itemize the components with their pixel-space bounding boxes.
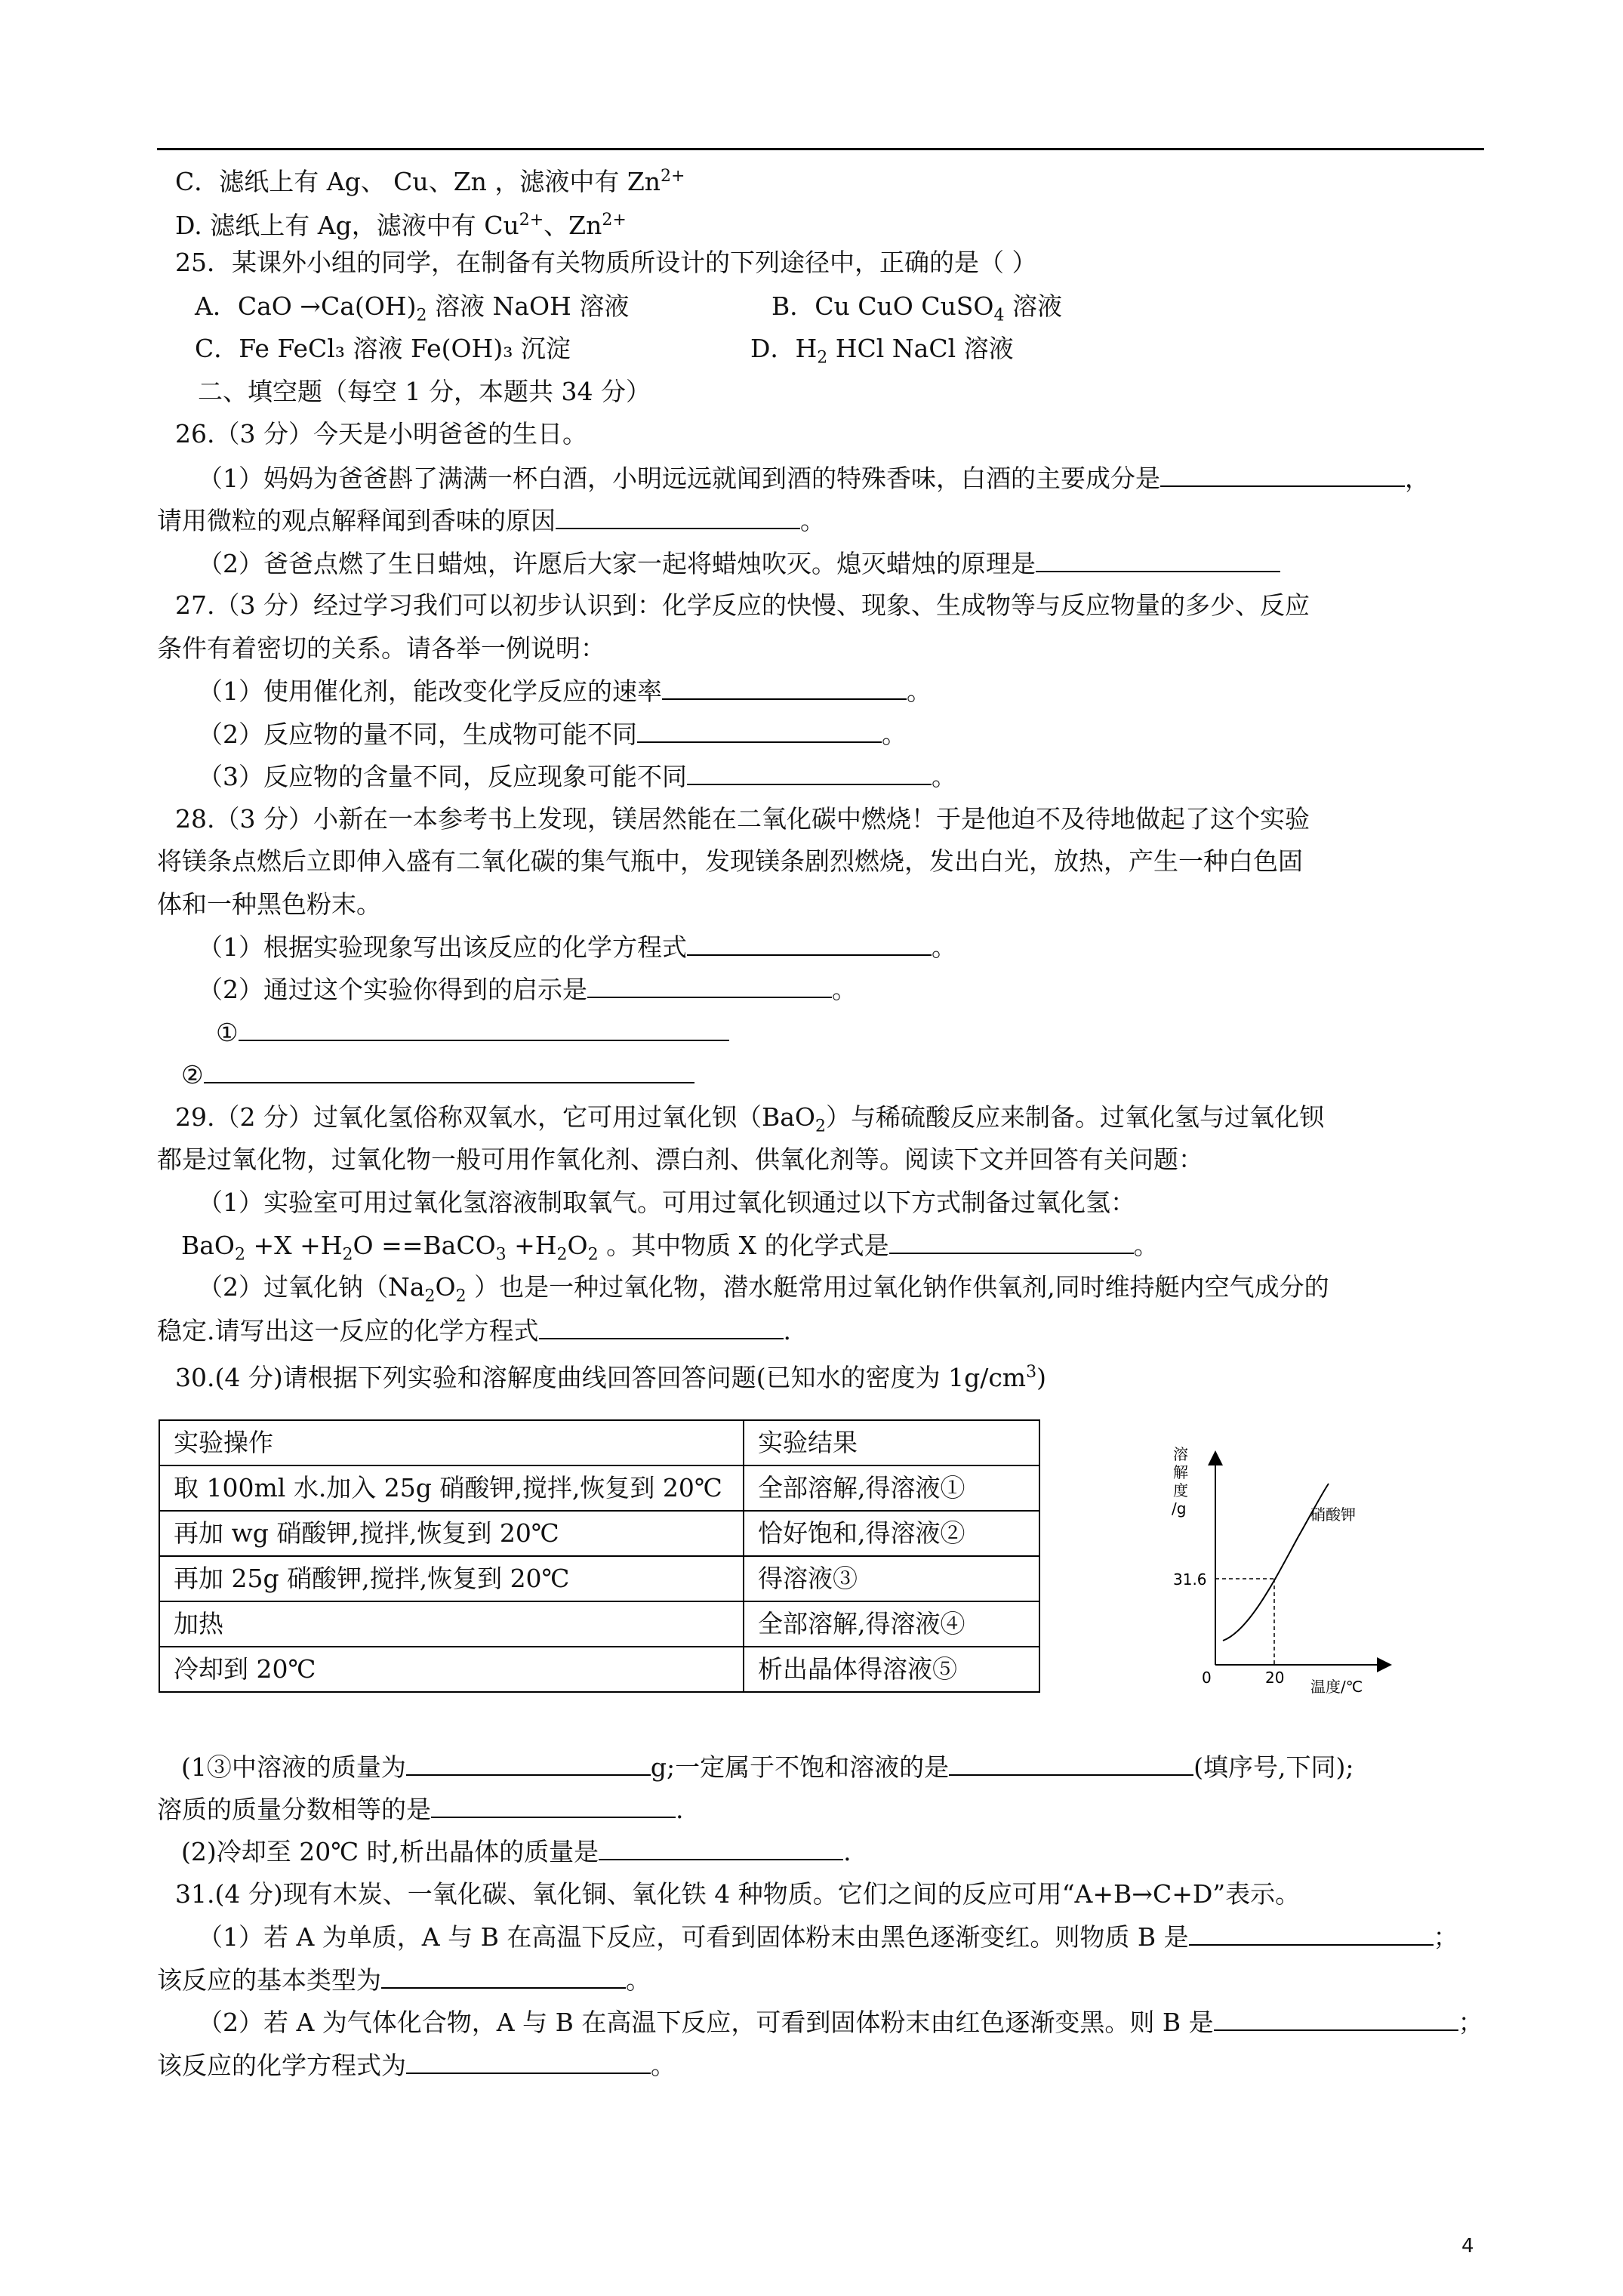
table-cell: 全部溶解,得溶液① xyxy=(744,1465,1039,1511)
y-axis-label-4: /g xyxy=(1172,1499,1187,1518)
y-tick-label: 31.6 xyxy=(1173,1570,1207,1589)
q25-stem: 25．某课外小组的同学，在制备有关物质所设计的下列途径中，正确的是（ ） xyxy=(175,248,1037,277)
table-row xyxy=(159,1647,1039,1692)
q25-option-d: D．$H_2$ HCl NaCl 溶液 xyxy=(750,334,1014,368)
q27-part2: （2）反应物的量不同，生成物可能不同 。 xyxy=(198,717,907,751)
table-cell: 再加 25g 硝酸钾,搅拌,恢复到 20℃ xyxy=(159,1556,744,1601)
table-cell: 冷却到 20℃ xyxy=(159,1647,744,1692)
q27-part1: （1）使用催化剂，能改变化学反应的速率 。 xyxy=(198,674,932,708)
q31-part1: （1）若 A 为单质，A 与 B 在高温下反应，可看到固体粉末由黑色逐渐变红。则物质 B 是 ； xyxy=(198,1920,1458,1954)
q29-stem: 29.（2 分）过氧化氢俗称双氧水，它可用过氧化钡（BaO$_2$）与稀硫酸反应来制备。过氧化氢与过氧化钡 xyxy=(175,1102,1324,1136)
q26-stem: 26.（3 分）今天是小明爸爸的生日。 xyxy=(175,419,587,448)
x-axis-label: 温度/℃ xyxy=(1310,1678,1363,1695)
q30-stem: 30.(4 分)请根据下列实验和溶解度曲线回答回答问题(已知水的密度为 $1g/cm^3$) xyxy=(175,1363,1046,1392)
q27-stem-cont: 条件有着密切的关系。请各举一例说明： xyxy=(157,633,605,663)
q26-part1: （1）妈妈为爸爸斟了满满一杯白酒，小明远远就闻到酒的特殊香味，白酒的主要成分是 ， xyxy=(198,461,1430,495)
q28-answer-2: ② xyxy=(181,1058,694,1092)
q26-part2: （2）爸爸点燃了生日蜡烛，许愿后大家一起将蜡烛吹灭。熄灭蜡烛的原理是 xyxy=(198,547,1280,581)
q30-part2: (2)冷却至 20℃ 时,析出晶体的质量是 . xyxy=(181,1835,852,1869)
q27-stem: 27.（3 分）经过学习我们可以初步认识到：化学反应的快慢、现象、生成物等与反应物量的多少、反应 xyxy=(175,590,1310,620)
q28-part1: （1）根据实验现象写出该反应的化学方程式 。 xyxy=(198,930,956,964)
solubility-chart xyxy=(1170,1438,1397,1695)
table-header: 实验操作 xyxy=(159,1420,744,1465)
section-2-heading: 二、填空题（每空 1 分，本题共 34 分） xyxy=(198,377,651,406)
q28-stem-cont1: 将镁条点燃后立即伸入盛有二氧化碳的集气瓶中，发现镁条剧烈燃烧，发出白光，放热，产生一种白色固 xyxy=(157,846,1303,876)
option-d: D. 滤纸上有 Ag，滤液中有 $Cu^{2+}$、$Zn^{2+}$ xyxy=(175,211,627,240)
q29-part1: （1）实验室可用过氧化氢溶液制取氧气。可用过氧化钡通过以下方式制备过氧化氢： xyxy=(198,1188,1135,1217)
q30-part1: (1③中溶液的质量为 g;一定属于不饱和溶液的是 (填序号,下同); xyxy=(181,1750,1354,1784)
q26-part1-cont: 请用微粒的观点解释闻到香味的原因 。 xyxy=(157,504,825,538)
q25-option-b: B．Cu CuO CuSO$_4$ 溶液 xyxy=(771,291,1062,325)
q25-option-a: A．CaO $\to Ca(OH)_2$ 溶液 NaOH 溶液 xyxy=(195,291,630,325)
series-label: 硝酸钾 xyxy=(1310,1505,1356,1524)
q28-stem-cont2: 体和一种黑色粉末。 xyxy=(157,889,381,919)
q30-part1-cont: 溶质的质量分数相等的是 . xyxy=(157,1792,684,1826)
q29-part2-cont: 稳定.请写出这一反应的化学方程式 . xyxy=(157,1314,791,1348)
experiment-table xyxy=(159,1419,1040,1693)
q31-part1-cont: 该反应的基本类型为 。 xyxy=(157,1963,651,1997)
q31-stem: 31.(4 分)现有木炭、一氧化碳、氧化铜、氧化铁 4 种物质。它们之间的反应可用“A+B→C+D”表示。 xyxy=(175,1879,1301,1909)
y-axis-label-1: 溶 xyxy=(1173,1445,1188,1463)
q29-stem-cont: 都是过氧化物，过氧化物一般可用作氧化剂、漂白剂、供氧化剂等。阅读下文并回答有关问题： xyxy=(157,1145,1203,1174)
y-axis-label-2: 解 xyxy=(1173,1463,1188,1481)
table-row xyxy=(159,1556,1039,1601)
origin-label: 0 xyxy=(1202,1669,1212,1687)
table-row xyxy=(159,1465,1039,1511)
q29-part2: （2）过氧化钠（$Na_2O_2$ ）也是一种过氧化物，潜水艇常用过氧化钠作供氧剂,同时维持艇内空气成分的 xyxy=(198,1272,1329,1306)
table-row xyxy=(159,1511,1039,1556)
q28-part2: （2）通过这个实验你得到的启示是 。 xyxy=(198,972,857,1006)
y-axis-label-3: 度 xyxy=(1173,1481,1188,1499)
q31-part2: （2）若 A 为气体化合物，A 与 B 在高温下反应，可看到固体粉末由红色逐渐变黑。则 B 是 ； xyxy=(198,2005,1483,2039)
table-cell: 全部溶解,得溶液④ xyxy=(744,1601,1039,1647)
page-number: 4 xyxy=(1461,2235,1474,2257)
table-cell: 再加 wg 硝酸钾,搅拌,恢复到 20℃ xyxy=(159,1511,744,1556)
q27-part3: （3）反应物的含量不同，反应现象可能不同 。 xyxy=(198,760,956,794)
q28-answer-1: ① xyxy=(216,1015,729,1049)
q29-equation: $BaO_2 +X +H_2O$ ==BaCO$_3$ $+H_2O_2$ 。其中物质 X 的化学式是 。 xyxy=(181,1228,1159,1272)
table-cell: 加热 xyxy=(159,1601,744,1647)
table-row xyxy=(159,1601,1039,1647)
table-header: 实验结果 xyxy=(744,1420,1039,1465)
table-cell: 取 100ml 水.加入 25g 硝酸钾,搅拌,恢复到 20℃ xyxy=(159,1465,744,1511)
y-axis-label xyxy=(1172,1445,1193,1518)
q31-part2-cont: 该反应的化学方程式为 。 xyxy=(157,2048,676,2082)
option-c: C．滤纸上有 Ag、 Cu、Zn ，滤液中有 $Zn^{2+}$ xyxy=(175,167,685,196)
x-tick-label: 20 xyxy=(1265,1669,1285,1687)
q28-stem: 28.（3 分）小新在一本参考书上发现，镁居然能在二氧化碳中燃烧！于是他迫不及待地做起了这个实验 xyxy=(175,804,1310,834)
header-rule xyxy=(157,148,1484,150)
table-cell: 恰好饱和,得溶液② xyxy=(744,1511,1039,1556)
table-cell: 得溶液③ xyxy=(744,1556,1039,1601)
q25-option-c: C．Fe FeCl₃ 溶液 Fe(OH)₃ 沉淀 xyxy=(195,334,571,363)
table-cell: 析出晶体得溶液⑤ xyxy=(744,1647,1039,1692)
table-header-row xyxy=(159,1420,1039,1465)
